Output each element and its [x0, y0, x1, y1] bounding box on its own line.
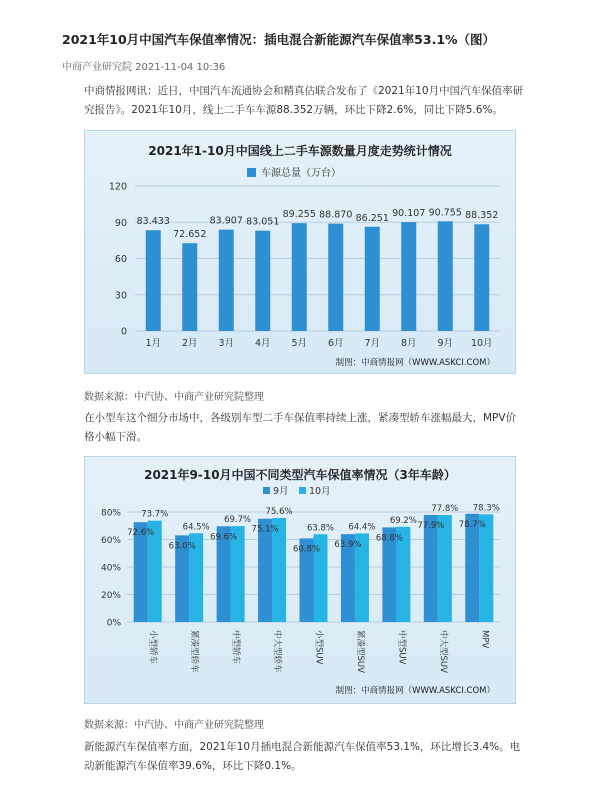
article-title: 2021年10月中国汽车保值率情况：插电混合新能源汽车保值率53.1%（图）: [62, 32, 496, 47]
chart-2-value-label-sep: 68.8%: [375, 533, 403, 544]
paragraph-small-cars: 在小型车这个细分市场中，各级别车型二手车保值率持续上涨，紧凑型轿车涨幅最大，MPV价格小幅下滑。: [84, 412, 517, 443]
chart-1-legend-label: 车源总量（万台）: [261, 168, 341, 179]
chart-2-x-tick: MPV: [479, 630, 490, 649]
chart-1-value-label: 83.907: [209, 215, 243, 227]
chart-2-y-tick: 80%: [100, 508, 121, 519]
chart-2-y-tick: 60%: [100, 536, 121, 546]
chart-1-x-tick: 10月: [470, 338, 493, 349]
chart-2-value-label-sep: 63.0%: [168, 541, 196, 552]
chart-2-value-label-oct: 69.7%: [224, 515, 252, 526]
chart-1-value-label: 86.251: [355, 212, 389, 224]
chart-1-x-tick: 8月: [400, 338, 417, 349]
chart-2-legend-label: 9月: [273, 486, 289, 497]
chart-2-value-label-oct: 64.5%: [182, 522, 210, 533]
chart-1-credit: 制图：中商情报网（WWW.ASKCI.COM）: [335, 358, 495, 368]
chart-1-y-tick: 0: [120, 326, 127, 338]
chart-1-value-label: 83.433: [136, 216, 170, 228]
chart-1-bar: [146, 230, 161, 331]
chart-2-y-tick: 0%: [106, 618, 121, 629]
chart-1-y-tick: 60: [114, 254, 127, 265]
article-meta: 中商产业研究院 2021-11-04 10:36: [62, 62, 226, 73]
chart-1-value-label: 90.107: [392, 208, 426, 220]
chart-1-bar: [219, 230, 234, 331]
chart-1-bar: [292, 223, 307, 331]
chart-1-x-tick: 2月: [181, 338, 198, 349]
chart-2-bar-oct: [438, 515, 452, 622]
chart-2-value-label-oct: 69.2%: [389, 515, 417, 526]
source-note-1: 数据来源：中汽协、中商产业研究院整理: [84, 392, 264, 403]
chart-2-bar-sep: [424, 515, 438, 622]
chart-1: [85, 131, 515, 373]
chart-2-x-tick: 中型轿车: [230, 630, 241, 665]
chart-2-value-label-sep: 78.7%: [458, 519, 486, 530]
chart-1-value-label: 89.255: [282, 209, 316, 221]
chart-1-value-label: 90.755: [428, 207, 462, 219]
chart-2-legend-label: 10月: [309, 486, 331, 497]
chart-2: [85, 457, 515, 703]
chart-1-x-tick: 3月: [218, 338, 235, 349]
chart-2-title: 2021年9-10月中国不同类型汽车保值率情况（3年车龄）: [144, 468, 456, 482]
chart-2-credit: 制图：中商情报网（WWW.ASKCI.COM）: [335, 686, 495, 696]
paragraph-intro: 中商情报网讯：近日，中国汽车流通协会和精真估联合发布了《2021年10月中国汽车保值率研究报告》。2021年10月，线上二手车车源88.352万辆，环比下降2.6%，同比下降5.6%。: [84, 85, 524, 116]
chart-2-value-label-oct: 63.8%: [306, 523, 335, 534]
chart-2-value-label-sep: 75.1%: [251, 524, 279, 535]
chart-1-bar: [182, 243, 197, 331]
chart-2-legend-swatch: [299, 487, 306, 494]
chart-1-title: 2021年1-10月中国线上二手车源数量月度走势统计情况: [148, 144, 452, 158]
chart-2-x-tick: 中大型SUV: [437, 630, 448, 673]
chart-1-y-tick: 120: [108, 181, 127, 193]
chart-2-x-tick: 紧凑型轿车: [189, 630, 200, 673]
chart-2-bar-oct: [479, 514, 493, 622]
chart-1-x-tick: 4月: [254, 338, 271, 349]
chart-1-bar: [401, 222, 416, 331]
chart-2-x-tick: 中型SUV: [396, 630, 407, 665]
chart-2-x-tick: 中大型轿车: [272, 630, 283, 673]
chart-1-x-tick: 1月: [145, 338, 162, 349]
chart-2-value-label-oct: 64.4%: [348, 522, 376, 533]
chart-2-value-label-oct: 77.8%: [431, 504, 459, 515]
chart-2-legend-swatch: [263, 487, 270, 494]
chart-1-value-label: 72.652: [173, 229, 207, 241]
source-note-2: 数据来源：中汽协、中商产业研究院整理: [84, 720, 264, 731]
chart-2-box: [84, 456, 516, 704]
paragraph-nev: 新能源汽车保值率方面，2021年10月插电混合新能源汽车保值率53.1%，环比增长3.4%。电动新能源汽车保值率39.6%，环比下降0.1%。: [84, 741, 521, 772]
chart-1-x-tick: 6月: [327, 338, 344, 349]
chart-1-legend-swatch: [247, 168, 256, 177]
chart-2-x-tick: 小型轿车: [147, 630, 158, 665]
chart-1-bar: [365, 227, 380, 331]
chart-1-value-label: 88.870: [319, 209, 353, 221]
chart-1-x-tick: 9月: [437, 338, 454, 349]
chart-2-value-label-sep: 72.6%: [127, 528, 155, 539]
chart-2-y-tick: 40%: [100, 563, 121, 574]
chart-1-y-tick: 90: [114, 217, 127, 229]
chart-2-value-label-oct: 78.3%: [472, 503, 500, 514]
chart-2-value-label-sep: 77.9%: [417, 520, 445, 531]
chart-1-bar: [328, 224, 343, 331]
chart-1-value-label: 88.352: [465, 210, 499, 222]
chart-1-bar: [438, 221, 453, 331]
chart-1-y-tick: 30: [114, 290, 127, 302]
chart-1-x-tick: 5月: [291, 338, 308, 349]
chart-1-value-label: 83.051: [246, 216, 280, 228]
chart-1-box: [84, 130, 516, 374]
chart-2-value-label-oct: 75.6%: [265, 507, 293, 518]
chart-1-bar: [474, 224, 489, 331]
chart-1-x-tick: 7月: [364, 338, 381, 349]
chart-2-value-label-oct: 73.7%: [141, 509, 169, 520]
chart-2-x-tick: 紧凑型SUV: [354, 630, 365, 673]
chart-2-value-label-sep: 69.6%: [210, 532, 238, 543]
chart-2-y-tick: 20%: [100, 591, 121, 601]
chart-2-bar-sep: [465, 514, 479, 622]
chart-2-value-label-sep: 60.8%: [292, 544, 321, 555]
chart-1-bar: [255, 231, 270, 331]
chart-2-value-label-sep: 63.9%: [334, 540, 362, 551]
chart-2-x-tick: 小型SUV: [313, 630, 324, 665]
